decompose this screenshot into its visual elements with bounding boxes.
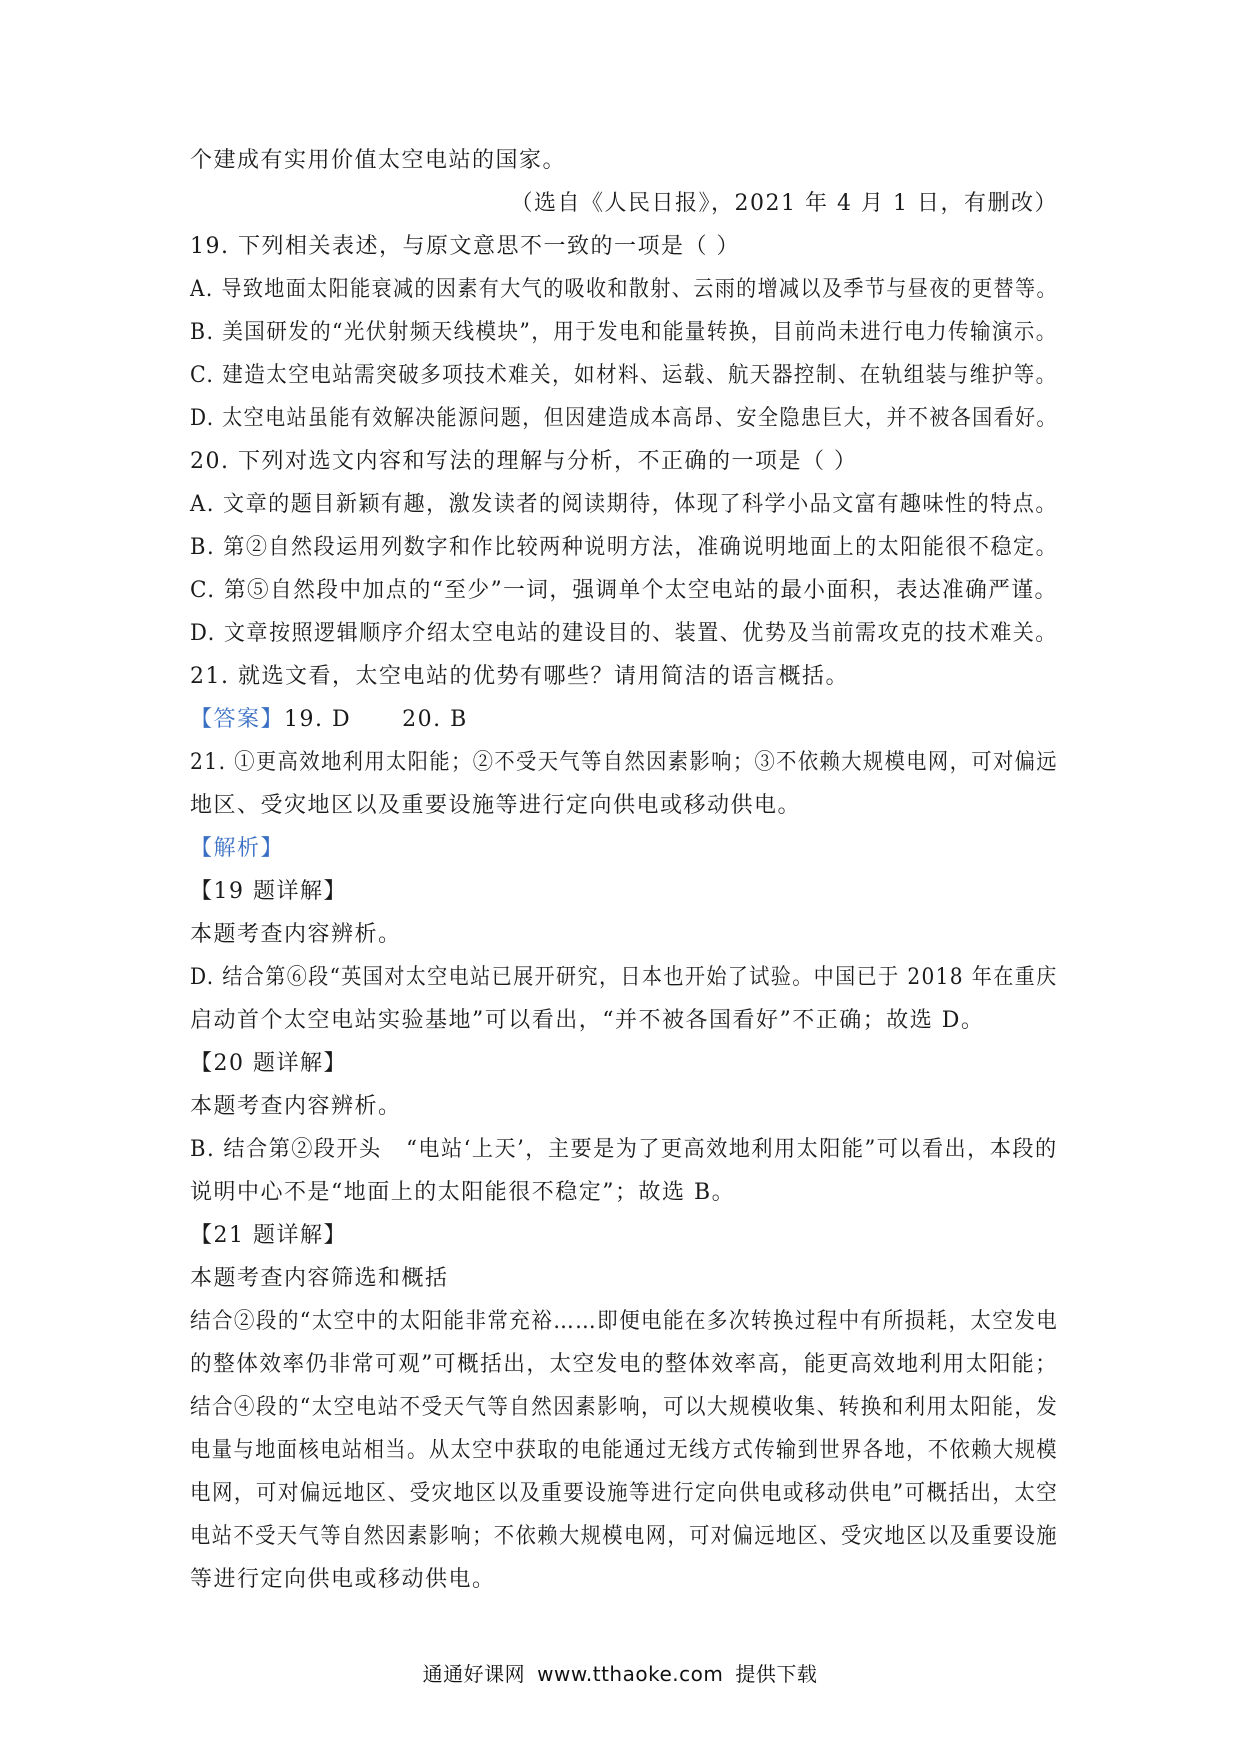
q20-analysis-line: 本题考查内容辨析。 — [190, 1094, 402, 1119]
q21-stem: 21. 就选文看，太空电站的优势有哪些？请用简洁的语言概括。 — [190, 664, 849, 689]
q19-stem: 19. 下列相关表述，与原文意思不一致的一项是（ ） — [190, 234, 740, 259]
q19-analysis-heading: 【19 题详解】 — [190, 879, 347, 904]
passage-source: （选自《人民日报》，2021 年 4 月 1 日，有删改） — [510, 191, 1058, 216]
q19-option-a: A. 导致地面太阳能衰减的因素有大气的吸收和散射、云雨的增减以及季节与昼夜的更替等。 — [190, 277, 1058, 302]
q20-option-a: A. 文章的题目新颖有趣，激发读者的阅读期待，体现了科学小品文富有趣味性的特点。 — [190, 492, 1058, 517]
answer-values: 19. D 20. B — [284, 707, 468, 732]
answer-label: 【答案】 — [190, 707, 285, 732]
q20-analysis-line: B. 结合第②段开头 “电站‘上天’，主要是为了更高效地利用太阳能”可以看出，本段的 — [190, 1137, 1058, 1162]
q21-analysis-line: 结合②段的“太空中的太阳能非常充裕……即便电能在多次转换过程中有所损耗，太空发电 — [190, 1309, 1059, 1334]
q19-analysis-line: 本题考查内容辨析。 — [190, 922, 402, 947]
q19-analysis-line: 启动首个太空电站实验基地”可以看出，“并不被各国看好”不正确；故选 D。 — [190, 1008, 985, 1033]
footer-site: 通通好课网 — [422, 1662, 526, 1686]
page-footer — [0, 1658, 1240, 1687]
q21-analysis-heading: 【21 题详解】 — [190, 1223, 347, 1248]
q21-analysis-line: 结合④段的“太空电站不受天气等自然因素影响，可以大规模收集、转换和利用太阳能，发 — [190, 1395, 1059, 1420]
q21-answer-line-2: 地区、受灾地区以及重要设施等进行定向供电或移动供电。 — [190, 793, 802, 818]
analysis-label: 【解析】 — [190, 836, 285, 861]
q19-option-d: D. 太空电站虽能有效解决能源问题，但因建造成本高昂、安全隐患巨大，并不被各国看好。 — [190, 406, 1058, 431]
q20-analysis-line: 说明中心不是“地面上的太阳能很不稳定”；故选 B。 — [190, 1180, 736, 1205]
q21-analysis-line: 等进行定向供电或移动供电。 — [190, 1567, 496, 1592]
q21-analysis-line: 电站不受天气等自然因素影响；不依赖大规模电网，可对偏远地区、受灾地区以及重要设施 — [190, 1524, 1059, 1549]
q19-option-c: C. 建造太空电站需突破多项技术难关，如材料、运载、航天器控制、在轨组装与维护等。 — [190, 363, 1058, 388]
q19-analysis-line: D. 结合第⑥段“英国对太空电站已展开研究，日本也开始了试验。中国已于 2018 年在重庆 — [190, 965, 1058, 990]
answer-row — [190, 705, 468, 735]
q21-analysis-line: 的整体效率仍非常可观”可概括出，太空发电的整体效率高，能更高效地利用太阳能； — [190, 1352, 1059, 1377]
passage-last-line: 个建成有实用价值太空电站的国家。 — [190, 148, 567, 173]
q20-option-b: B. 第②自然段运用列数字和作比较两种说明方法，准确说明地面上的太阳能很不稳定。 — [190, 535, 1059, 560]
q20-stem: 20. 下列对选文内容和写法的理解与分析，不正确的一项是（ ） — [190, 449, 858, 474]
footer-url[interactable]: www.tthaoke.com — [537, 1662, 724, 1686]
q20-analysis-heading: 【20 题详解】 — [190, 1051, 347, 1076]
q21-analysis-line: 电量与地面核电站相当。从太空中获取的电能通过无线方式传输到世界各地，不依赖大规模 — [190, 1438, 1059, 1463]
q20-option-c: C. 第⑤自然段中加点的“至少”一词，强调单个太空电站的最小面积，表达准确严谨。 — [190, 578, 1058, 603]
q21-analysis-line: 电网，可对偏远地区、受灾地区以及重要设施等进行定向供电或移动供电”可概括出，太空 — [190, 1481, 1059, 1506]
q21-answer-line-1: 21. ①更高效地利用太阳能；②不受天气等自然因素影响；③不依赖大规模电网，可对偏远 — [190, 750, 1058, 775]
q21-analysis-line: 本题考查内容筛选和概括 — [190, 1266, 449, 1291]
q19-option-b: B. 美国研发的“光伏射频天线模块”，用于发电和能量转换，目前尚未进行电力传输演示。 — [190, 320, 1058, 345]
footer-note: 提供下载 — [735, 1662, 818, 1686]
q20-option-d: D. 文章按照逻辑顺序介绍太空电站的建设目的、装置、优势及当前需攻克的技术难关。 — [190, 621, 1058, 646]
